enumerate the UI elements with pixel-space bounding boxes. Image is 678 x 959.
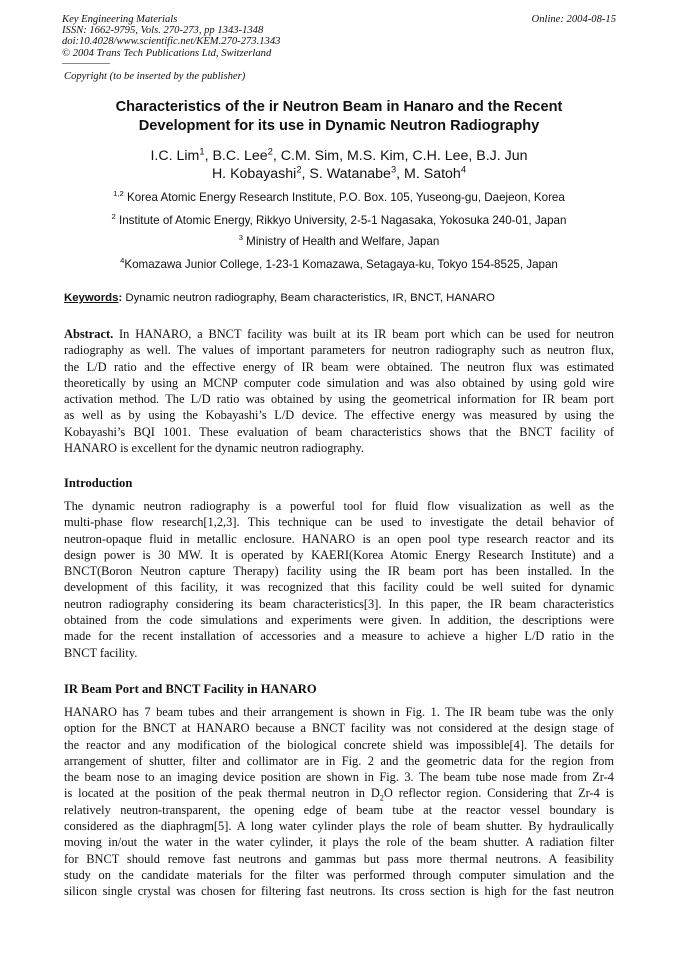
- online-date: Online: 2004-08-15: [531, 14, 616, 25]
- introduction-paragraph: [64, 498, 614, 661]
- issn-line: ISSN: 1662-9795, Vols. 270-273, pp 1343-1348: [62, 25, 264, 37]
- section-line: is located at the position of the peak thermal neutron in $D_2O$ reflector region. Considering that Zr-4 is: [64, 786, 614, 802]
- section-line: option for the BNCT at HANARO because a BNCT facility was not considered at the design stage of: [64, 721, 614, 736]
- journal-header: [62, 14, 280, 59]
- affiliation-1: $^{1,2}$ Korea Atomic Energy Research Institute, P.O. Box. 105, Yuseong-gu, Daejeon, Korea: [113, 189, 565, 204]
- title-line-1: Characteristics of the ir Neutron Beam in Hanaro and the Recent: [115, 99, 563, 115]
- intro-line: neutron-opaque fluid in metallic enclosure. HANARO is an open pool type research reactor and its: [64, 531, 614, 546]
- intro-line: BNCT facility.: [64, 645, 138, 660]
- section-heading-ir-beam-port: IR Beam Port and BNCT Facility in HANARO: [64, 682, 317, 696]
- copyright-note: Copyright (to be inserted by the publisher): [64, 71, 246, 82]
- section-line: relatively neutron-transparent, the opening edge of beam tube at the reactor vessel boundary is: [64, 802, 614, 817]
- abstract-line: theoretically by using an MCNP computer code simulation and was also obtained by using gold wire: [64, 375, 614, 390]
- affiliation-2: $^2$ Institute of Atomic Energy, Rikkyo University, 2-5-1 Nagasaka, Yokosuka 240-01, Japan: [111, 212, 567, 227]
- keywords-line: Keywords: Dynamic neutron radiography, Beam characteristics, IR, BNCT, HANARO: [64, 292, 495, 304]
- affiliation-4: $^4$Komazawa Junior College, 1-23-1 Komazawa, Setagaya-ku, Tokyo 154-8525, Japan: [120, 256, 558, 271]
- author-line-2: H. Kobayashi$^2$, S. Watanabe$^3$, M. Satoh$^4$: [211, 164, 467, 182]
- header-divider: [62, 63, 110, 64]
- keywords-text: Dynamic neutron radiography, Beam characteristics, IR, BNCT, HANARO: [125, 292, 495, 304]
- abstract-paragraph: [64, 326, 614, 456]
- author-line-1: I.C. Lim$^1$, B.C. Lee$^2$, C.M. Sim, M.S. Kim, C.H. Lee, B.J. Jun: [150, 146, 528, 164]
- publisher-line: © 2004 Trans Tech Publications Ltd, Switzerland: [62, 47, 272, 59]
- abstract-line: Abstract. In HANARO, a BNCT facility was built at its IR beam port which can be used for neutron: [64, 327, 614, 341]
- intro-line: multi-phase flow research[1,2,3]. This technique can be used to investigate the detail behavior of: [64, 515, 614, 530]
- section-line: for BNCT should remove fast neutrons and gammas but pass more thermal neutrons. A feasibility: [64, 851, 614, 866]
- intro-line: neutron radiography considering its beam characteristics[3]. In this paper, the IR beam characteristics: [64, 596, 614, 611]
- section-line: silicon single crystal was chosen for filtering fast neutrons. Its cross section is high for the fast neutron: [64, 884, 614, 899]
- section-paragraph: [64, 704, 614, 900]
- intro-line: development of this facility, it was recognized that this facility could be well suited for dynamic: [64, 580, 614, 595]
- section-line: considered as the diaphragm[5]. A long water cylinder plays the role of beam shutter. By hydraulically: [64, 819, 614, 834]
- abstract-line: radiography as well. The values of important parameters for neutron radiography such as neutron flux,: [64, 343, 614, 358]
- keywords-label: Keywords: [64, 292, 119, 304]
- abstract-line: activation method. The L/D ratio was obtained by using the geometrical information for IR beam port: [64, 392, 614, 407]
- affiliation-3: $^3$ Ministry of Health and Welfare, Japan: [238, 233, 440, 248]
- abstract-line: the L/D ratio and the effective energy of IR beam were obtained. The neutron flux was estimated: [64, 359, 614, 374]
- journal-name: Key Engineering Materials: [62, 14, 178, 25]
- intro-line: The dynamic neutron radiography is a powerful tool for fluid flow visualization as well as the: [64, 499, 614, 513]
- intro-line: design power is 30 MW. It is operated by KAERI(Korea Atomic Energy Research Institute) and a: [64, 547, 614, 562]
- abstract-line: HANARO is excellent for the dynamic neutron radiography.: [64, 441, 364, 456]
- author-list: [40, 147, 638, 183]
- title-line-2: Development for its use in Dynamic Neutron Radiography: [138, 118, 540, 134]
- abstract-line: as well as by using the Kobayashi’s L/D device. The effective energy was measured by using the: [64, 408, 614, 423]
- section-line: the reactor and any modification of the biological concrete shield was impossible[4]. The details for: [64, 737, 614, 752]
- intro-line: obtained from the code simulations and experiments were given. In addition, the descriptions were: [64, 613, 614, 628]
- intro-line: BNCT(Boron Neutron capture Therapy) facility using the IR beam port has been installed. In the: [64, 564, 614, 579]
- section-line: arrangement of shutter, filter and collimator are in Fig. 2 and the geometric data for the region from: [64, 753, 614, 768]
- section-line: study on the candidate materials for the filter was performed through computer simulation and the: [64, 867, 614, 882]
- section-line: the beam nose to an imaging device position are shown in Fig. 3. The beam tube nose made from Zr-4: [64, 770, 614, 785]
- section-line: HANARO has 7 beam tubes and their arrangement is shown in Fig. 1. The IR beam tube was the only: [64, 705, 614, 719]
- introduction-heading: Introduction: [64, 476, 133, 490]
- section-line: moving in/out the water in the water cylinder, it plays the role of the beam shutter. A radiation filter: [64, 835, 614, 850]
- intro-line: made for the recent installation of accessories and a measure to achieve a higher L/D ratio in the: [64, 629, 614, 644]
- abstract-line: Kobayashi’s BQI 1001. These evaluation of beam characteristics shows that the BNCT facility of: [64, 424, 614, 439]
- doi-line: doi:10.4028/www.scientific.net/KEM.270-273.1343: [62, 36, 281, 48]
- paper-title: [40, 98, 638, 136]
